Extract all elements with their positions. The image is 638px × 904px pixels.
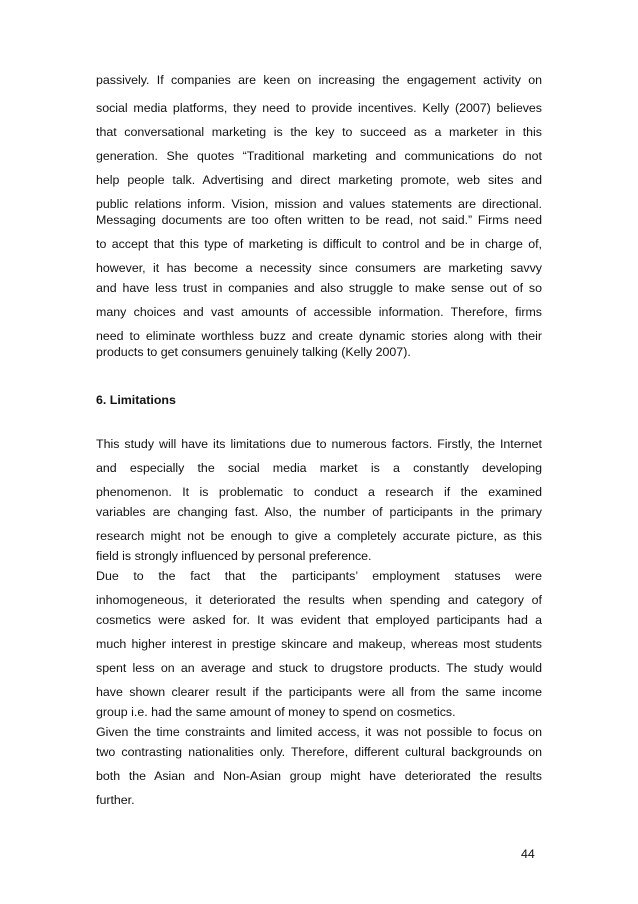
text-line: Given the time constraints and limited access, it was not possible to focus on	[96, 725, 542, 739]
text-line: to accept that this type of marketing is difficult to control and be in charge of,	[96, 237, 542, 251]
text-line: Messaging documents are too often written to be read, not said.” Firms need	[96, 213, 542, 227]
text-line: two contrasting nationalities only. Therefore, different cultural backgrounds on	[96, 745, 542, 759]
text-line: and especially the social media market is a constantly developing	[96, 461, 542, 475]
text-line: many choices and vast amounts of accessible information. Therefore, firms	[96, 305, 542, 319]
text-line: group i.e. had the same amount of money to spend on cosmetics.	[96, 705, 456, 719]
text-line: passively. If companies are keen on increasing the engagement activity on	[96, 73, 542, 87]
text-line: need to eliminate worthless buzz and create dynamic stories along with their	[96, 329, 542, 343]
text-line: products to get consumers genuinely talking (Kelly 2007).	[96, 345, 411, 359]
text-line: however, it has become a necessity since consumers are marketing savvy	[96, 261, 542, 275]
text-line: have shown clearer result if the participants were all from the same income	[96, 685, 542, 699]
text-line: public relations inform. Vision, mission and values statements are directional.	[96, 197, 542, 211]
text-line: spent less on an average and stuck to drugstore products. The study would	[96, 661, 542, 675]
text-line: further.	[96, 793, 135, 807]
text-line: research might not be enough to give a completely accurate picture, as this	[96, 529, 542, 543]
text-line: Due to the fact that the participants’ employment statuses were	[96, 569, 542, 583]
page-number: 44	[521, 847, 535, 861]
section-heading: 6. Limitations	[96, 393, 176, 407]
text-line: variables are changing fast. Also, the number of participants in the primary	[96, 505, 542, 519]
text-line: social media platforms, they need to provide incentives. Kelly (2007) believes	[96, 101, 542, 115]
text-line: that conversational marketing is the key to succeed as a marketer in this	[96, 125, 542, 139]
text-line: generation. She quotes “Traditional marketing and communications do not	[96, 149, 542, 163]
text-line: field is strongly influenced by personal preference.	[96, 549, 372, 563]
text-line: and have less trust in companies and also struggle to make sense out of so	[96, 281, 542, 295]
text-line: cosmetics were asked for. It was evident that employed participants had a	[96, 613, 542, 627]
text-line: help people talk. Advertising and direct marketing promote, web sites and	[96, 173, 542, 187]
text-line: This study will have its limitations due to numerous factors. Firstly, the Internet	[96, 437, 542, 451]
text-line: phenomenon. It is problematic to conduct a research if the examined	[96, 485, 542, 499]
text-line: much higher interest in prestige skincare and makeup, whereas most students	[96, 637, 542, 651]
text-line: both the Asian and Non-Asian group might have deteriorated the results	[96, 769, 542, 783]
text-line: inhomogeneous, it deteriorated the results when spending and category of	[96, 593, 542, 607]
